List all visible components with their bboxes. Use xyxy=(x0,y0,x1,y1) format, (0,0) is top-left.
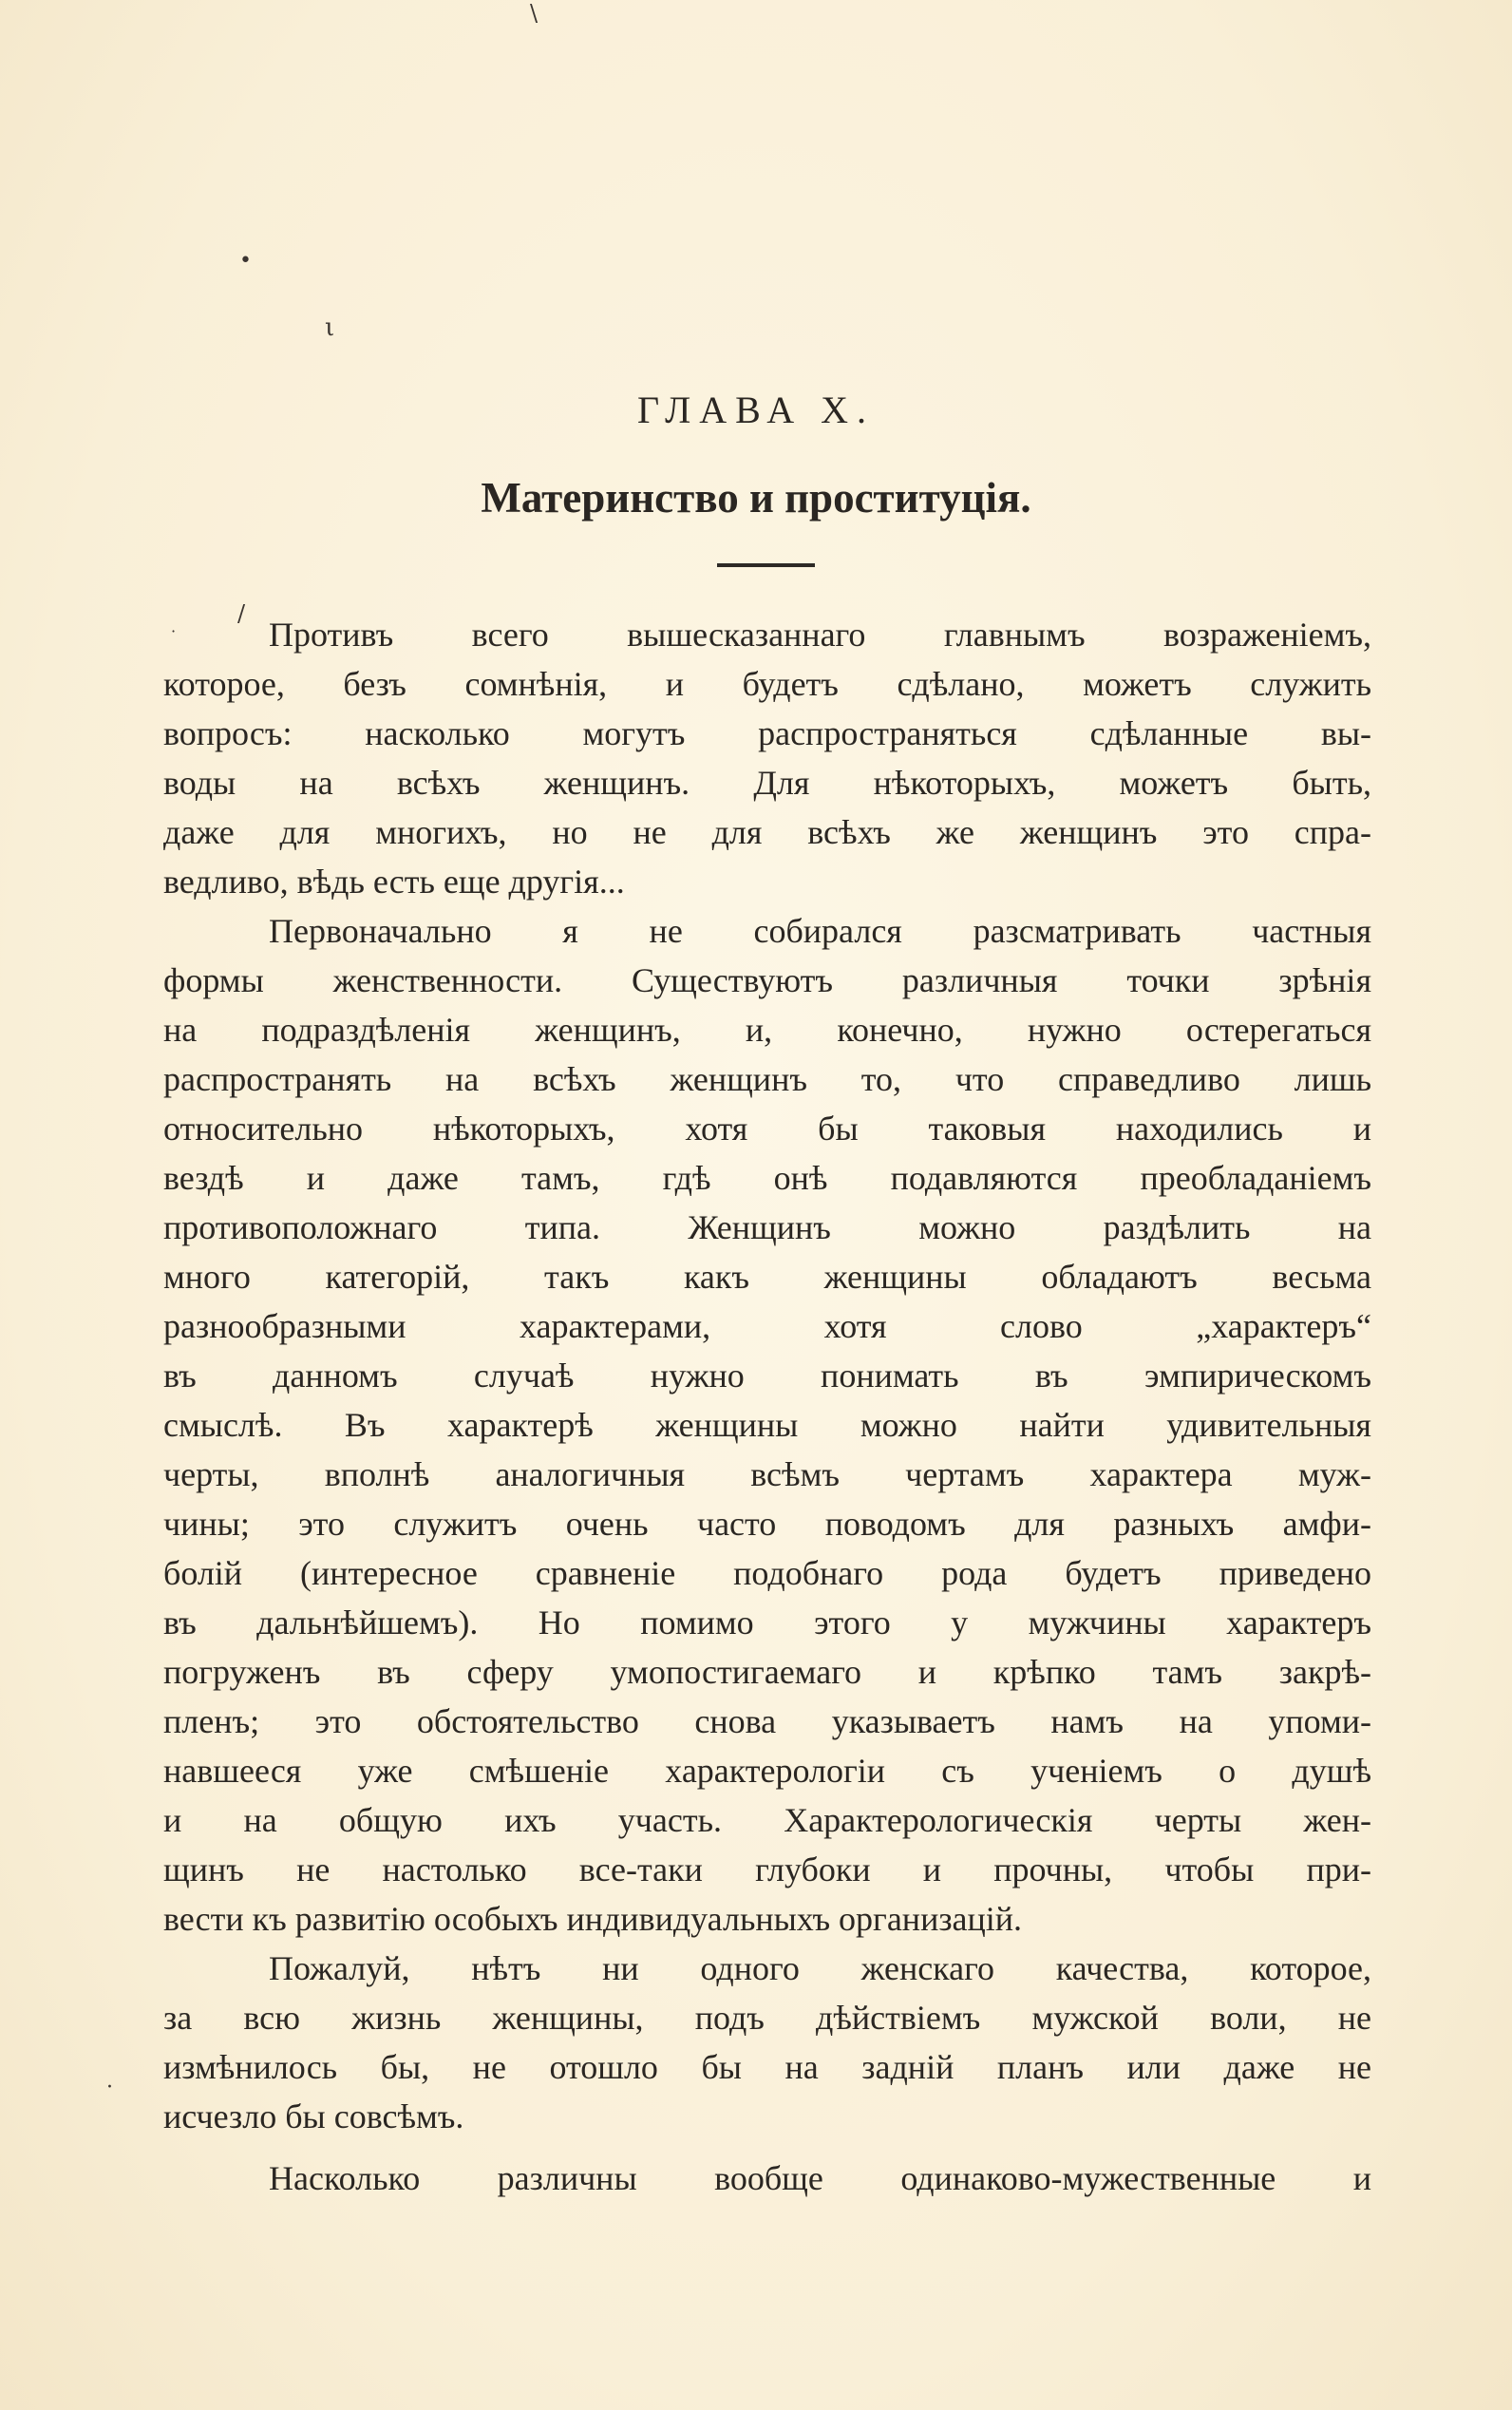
text-line: въ данномъ случаѣ нужно понимать въ эмпирическомъ xyxy=(163,1357,1371,1395)
text-line: распространять на всѣхъ женщинъ то, что справедливо лишь xyxy=(163,1060,1371,1098)
ink-speck: / xyxy=(237,600,246,627)
text-line: пленъ; это обстоятельство снова указываетъ намъ на упоми- xyxy=(163,1702,1371,1740)
text-line: болій (интересное сравненіе подобнаго рода будетъ приведено xyxy=(163,1554,1371,1592)
text-line: чины; это служитъ очень часто поводомъ для разныхъ амфи- xyxy=(163,1505,1371,1543)
text-line: даже для многихъ, но не для всѣхъ же женщинъ это спра- xyxy=(163,813,1371,851)
text-line: на подраздѣленія женщинъ, и, конечно, нужно остерегаться xyxy=(163,1011,1371,1049)
ink-speck: • xyxy=(239,249,252,273)
text-line: Насколько различны вообще одинаково-мужественные и xyxy=(269,2159,1371,2197)
text-line: которое, безъ сомнѣнія, и будетъ сдѣлано, можетъ служить xyxy=(163,665,1371,703)
text-line: вездѣ и даже тамъ, гдѣ онѣ подавляются преобладаніемъ xyxy=(163,1159,1371,1197)
ink-speck: ι xyxy=(325,313,335,342)
text-line: Противъ всего вышесказаннаго главнымъ возраженіемъ, xyxy=(269,616,1371,654)
text-line: ведливо, вѣдь есть еще другія... xyxy=(163,863,625,901)
title-rule xyxy=(717,563,815,567)
chapter-heading: ГЛАВА X. xyxy=(636,389,876,431)
text-line: формы женственности. Существуютъ различныя точки зрѣнія xyxy=(163,961,1371,999)
text-line: щинъ не настолько все-таки глубоки и прочны, чтобы при- xyxy=(163,1850,1371,1888)
text-line: исчезло бы совсѣмъ. xyxy=(163,2097,464,2135)
text-line: черты, вполнѣ аналогичныя всѣмъ чертамъ характера муж- xyxy=(163,1455,1371,1493)
text-line: и на общую ихъ участь. Характерологическія черты жен- xyxy=(163,1801,1371,1839)
text-line: Пожалуй, нѣтъ ни одного женскаго качества, которое, xyxy=(269,1949,1371,1987)
text-line: навшееся уже смѣшеніе характерологіи съ ученіемъ о душѣ xyxy=(163,1752,1371,1790)
text-line: разнообразными характерами, хотя слово „характеръ“ xyxy=(163,1307,1371,1345)
ink-speck: · xyxy=(171,622,177,640)
text-line: вопросъ: насколько могутъ распространяться сдѣланные вы- xyxy=(163,714,1371,752)
text-line: измѣнилось бы, не отошло бы на задній планъ или даже не xyxy=(163,2048,1371,2086)
text-line: смыслѣ. Въ характерѣ женщины можно найти удивительныя xyxy=(163,1406,1371,1444)
text-line: вести къ развитію особыхъ индивидуальныхъ организацій. xyxy=(163,1900,1023,1938)
text-line: за всю жизнь женщины, подъ дѣйствіемъ мужской воли, не xyxy=(163,1999,1371,2037)
text-line: Первоначально я не собирался разсматривать частныя xyxy=(269,912,1371,950)
text-line: противоположнаго типа. Женщинъ можно раздѣлить на xyxy=(163,1208,1371,1246)
text-line: много категорій, такъ какъ женщины обладаютъ весьма xyxy=(163,1258,1371,1296)
text-line: воды на всѣхъ женщинъ. Для нѣкоторыхъ, можетъ быть, xyxy=(163,764,1371,802)
chapter-title: Материнство и проституція. xyxy=(481,474,1031,522)
text-line: въ дальнѣйшемъ). Но помимо этого у мужчины характеръ xyxy=(163,1604,1371,1641)
ink-speck: · xyxy=(106,2076,113,2099)
ink-speck: \ xyxy=(530,0,539,27)
text-line: относительно нѣкоторыхъ, хотя бы таковыя находились и xyxy=(163,1110,1371,1148)
text-line: погруженъ въ сферу умопостигаемаго и крѣпко тамъ закрѣ- xyxy=(163,1653,1371,1691)
